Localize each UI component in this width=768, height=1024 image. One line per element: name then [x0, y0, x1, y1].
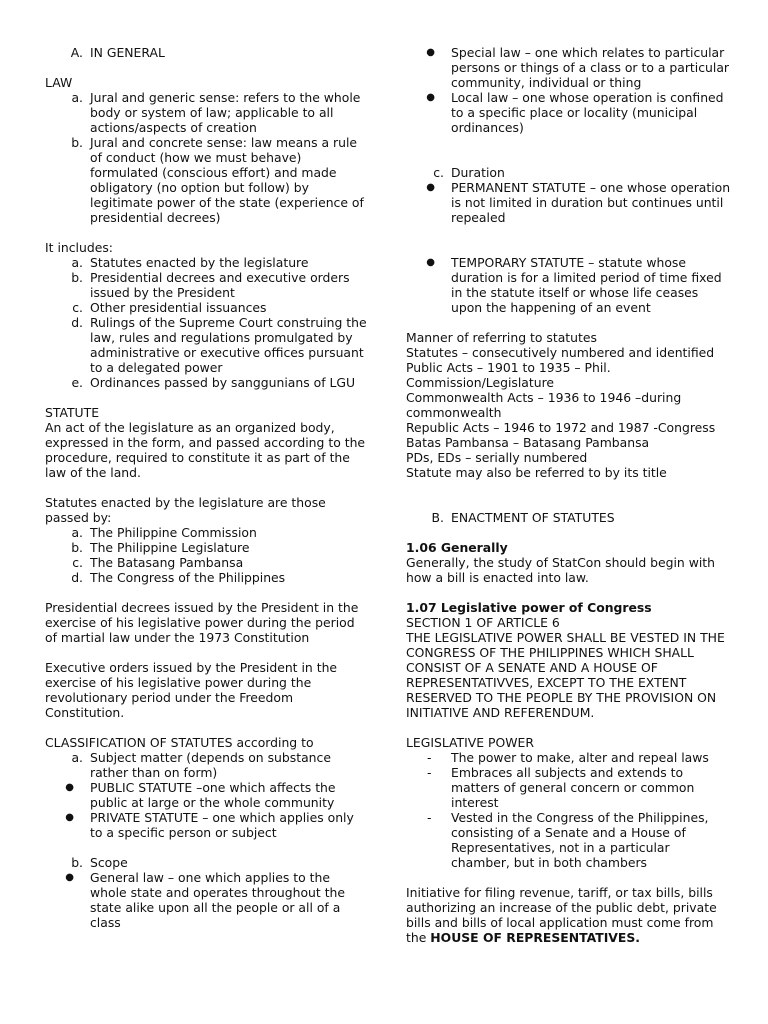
manner-line: Commonwealth Acts – 1936 to 1946 –during commonwealth — [406, 390, 682, 420]
list-text: Other presidential issuances — [90, 300, 267, 315]
list-marker: d. — [71, 570, 83, 585]
list-item — [45, 540, 367, 555]
right-column — [406, 45, 732, 945]
initiative-paragraph — [406, 885, 732, 945]
list-item — [45, 555, 367, 570]
dash-marker: - — [427, 750, 432, 765]
section-marker: A. — [70, 45, 83, 60]
bullet-icon: ● — [426, 47, 435, 58]
law-title: LAW — [45, 75, 73, 90]
list-text: The Batasang Pambansa — [90, 555, 244, 570]
section-b-heading — [406, 510, 732, 525]
section-1-07-subtitle: SECTION 1 OF ARTICLE 6 — [406, 615, 560, 630]
executive-orders-paragraph: Executive orders issued by the President in the exercise of his legislative power during the revolutionary period under the Freedom Constitution. — [45, 660, 338, 720]
section-1-07-title: 1.07 Legislative power of Congress — [406, 600, 652, 615]
includes-title: It includes: — [45, 240, 113, 255]
bullet-icon: ● — [65, 812, 74, 823]
dash-marker: - — [427, 765, 432, 780]
list-marker: b. — [71, 135, 83, 150]
dash-text: The power to make, alter and repeal laws — [451, 750, 709, 765]
dash-item — [406, 765, 732, 810]
list-item — [45, 315, 367, 375]
bullet-item — [45, 780, 367, 810]
list-item — [406, 165, 732, 180]
list-text: The Philippine Commission — [90, 525, 257, 540]
manner-line: Batas Pambansa – Batasang Pambansa — [406, 435, 650, 450]
section-title: ENACTMENT OF STATUTES — [451, 510, 615, 525]
manner-line: Statutes – consecutively numbered and identified — [406, 345, 715, 360]
initiative-bold-text: HOUSE OF REPRESENTATIVES. — [430, 930, 640, 945]
list-text: The Congress of the Philippines — [90, 570, 286, 585]
enacted-intro: Statutes enacted by the legislature are those passed by: — [45, 495, 326, 525]
section-1-06-title: 1.06 Generally — [406, 540, 508, 555]
list-text: Presidential decrees and executive orders issued by the President — [90, 270, 350, 300]
list-text: Duration — [451, 165, 505, 180]
list-text: Subject matter (depends on substance rather than on form) — [90, 750, 331, 780]
list-item — [45, 750, 367, 780]
bullet-text: General law – one which applies to the whole state and operates throughout the state alike upon all the people or all of a class — [90, 870, 346, 930]
legislative-power-title: LEGISLATIVE POWER — [406, 735, 534, 750]
list-item — [45, 300, 367, 315]
bullet-icon: ● — [426, 257, 435, 268]
dash-item — [406, 750, 732, 765]
dash-marker: - — [427, 810, 432, 825]
dash-text: Vested in the Congress of the Philippines, consisting of a Senate and a House of Representatives, not in a particular chamber, but in both chambers — [451, 810, 709, 870]
list-item — [45, 525, 367, 540]
list-item — [45, 90, 367, 135]
list-text: The Philippine Legislature — [90, 540, 250, 555]
bullet-item — [45, 810, 367, 840]
list-text: Statutes enacted by the legislature — [90, 255, 309, 270]
manner-line: Republic Acts – 1946 to 1972 and 1987 -Congress — [406, 420, 716, 435]
bullet-text: PUBLIC STATUTE –one which affects the public at large or the whole community — [90, 780, 336, 810]
bullet-item — [406, 180, 732, 225]
list-marker: a. — [71, 525, 83, 540]
list-item — [45, 255, 367, 270]
list-marker: a. — [71, 90, 83, 105]
bullet-text: Special law – one which relates to particular persons or things of a class or to a particular community, individual or thing — [451, 45, 730, 90]
section-title: IN GENERAL — [90, 45, 165, 60]
list-item — [45, 855, 367, 870]
list-item — [45, 270, 367, 300]
list-item — [45, 570, 367, 585]
manner-line: Statute may also be referred to by its title — [406, 465, 667, 480]
left-column — [45, 45, 367, 930]
list-text: Jural and concrete sense: law means a rule of conduct (how we must behave) formulated (conscious effort) and made obligatory (no option but follow) by legitimate power of the state (experience of presidential decrees) — [90, 135, 364, 225]
bullet-icon: ● — [65, 872, 74, 883]
presidential-decrees-paragraph: Presidential decrees issued by the President in the exercise of his legislative power during the period of martial law under the 1973 Constitution — [45, 600, 359, 645]
classification-title: CLASSIFICATION OF STATUTES according to — [45, 735, 314, 750]
list-marker: b. — [71, 855, 83, 870]
manner-line: Manner of referring to statutes — [406, 330, 597, 345]
manner-line: Public Acts – 1901 to 1935 – Phil. Commission/Legislature — [406, 360, 611, 390]
list-marker: e. — [71, 375, 83, 390]
list-marker: a. — [71, 255, 83, 270]
list-item — [45, 135, 367, 225]
bullet-item — [45, 870, 367, 930]
manner-line: PDs, EDs – serially numbered — [406, 450, 588, 465]
bullet-item — [406, 45, 732, 90]
list-marker: c. — [72, 555, 83, 570]
bullet-text: TEMPORARY STATUTE – statute whose duration is for a limited period of time fixed in the statute itself or whose life ceases upon the happening of an event — [451, 255, 722, 315]
bullet-item — [406, 90, 732, 135]
list-marker: a. — [71, 750, 83, 765]
section-a-heading — [45, 45, 367, 60]
bullet-text: PRIVATE STATUTE – one which applies only to a specific person or subject — [90, 810, 354, 840]
bullet-icon: ● — [65, 782, 74, 793]
initiative-text: Initiative for filing revenue, tariff, or tax bills, bills authorizing an increase of the public debt, private bills and bills of local application must come from the — [406, 885, 717, 945]
list-marker: d. — [71, 315, 83, 330]
section-1-06-text: Generally, the study of StatCon should begin with how a bill is enacted into law. — [406, 555, 716, 585]
bullet-icon: ● — [426, 92, 435, 103]
list-text: Scope — [90, 855, 128, 870]
bullet-text: PERMANENT STATUTE – one whose operation is not limited in duration but continues until repealed — [451, 180, 731, 225]
bullet-icon: ● — [426, 182, 435, 193]
dash-text: Embraces all subjects and extends to matters of general concern or common interest — [451, 765, 695, 810]
list-marker: c. — [433, 165, 444, 180]
bullet-item — [406, 255, 732, 315]
list-text: Ordinances passed by sanggunians of LGU — [90, 375, 356, 390]
list-marker: b. — [71, 540, 83, 555]
list-text: Rulings of the Supreme Court construing the law, rules and regulations promulgated by administrative or executive offices pursuant to a delegated power — [90, 315, 367, 375]
list-text: Jural and generic sense: refers to the whole body or system of law; applicable to all actions/aspects of creation — [90, 90, 361, 135]
list-item — [45, 375, 367, 390]
list-marker: b. — [71, 270, 83, 285]
statute-title: STATUTE — [45, 405, 100, 420]
list-marker: c. — [72, 300, 83, 315]
section-marker: B. — [431, 510, 444, 525]
section-1-07-text: THE LEGISLATIVE POWER SHALL BE VESTED IN THE CONGRESS OF THE PHILIPPINES WHICH SHALL CONSIST OF A SENATE AND A HOUSE OF REPRESENTATIVVES, EXCEPT TO THE EXTENT RESERVED TO THE PEOPLE BY THE PROVISION ON INITIATIVE AND REFERENDUM. — [406, 630, 725, 720]
dash-item — [406, 810, 732, 870]
bullet-text: Local law – one whose operation is confined to a specific place or locality (municipal ordinances) — [451, 90, 724, 135]
statute-definition: An act of the legislature as an organized body, expressed in the form, and passed according to the procedure, required to constitute it as part of the law of the land. — [45, 420, 366, 480]
